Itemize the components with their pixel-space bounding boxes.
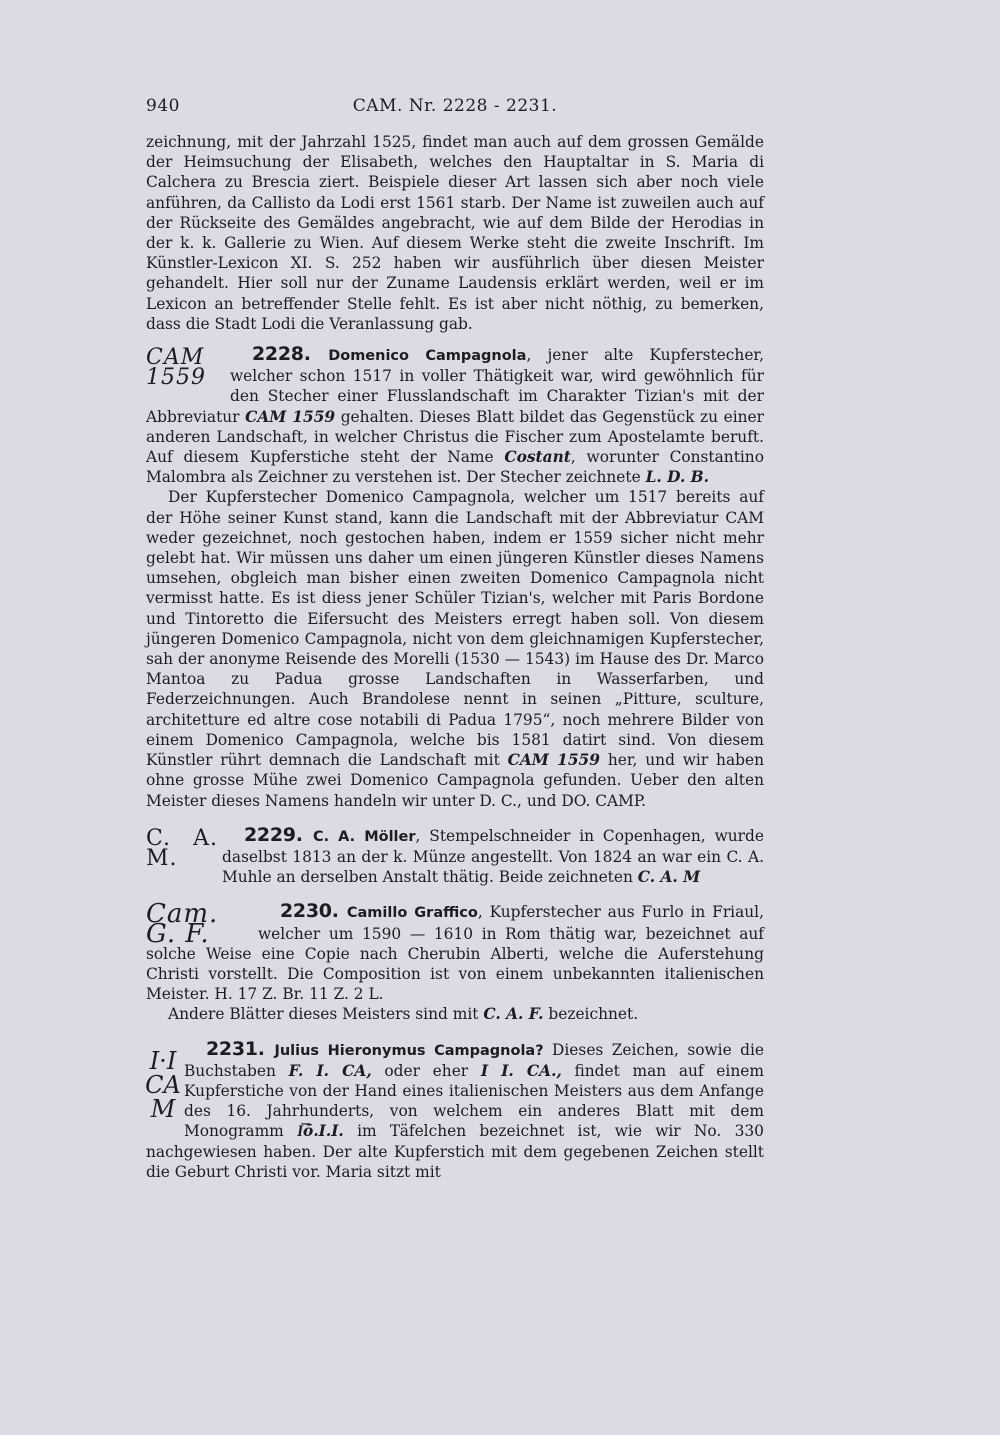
entry-text: oder eher: [384, 1061, 469, 1080]
artist-name: Julius Hieronymus Campagnola?: [274, 1042, 544, 1059]
entry-number: 2228: [252, 343, 304, 366]
entry-number: 2230: [280, 900, 332, 923]
monogram-line: M: [150, 1094, 176, 1123]
entry-number: 2231: [206, 1037, 258, 1060]
entry-paragraph: 2231. Julius Hieronymus Campagnola? Dieses Zeichen, sowie die Buchstaben F. I. CA, oder eher I I. CA., findet man auf einem Kupferstiche von der Hand eines italienischen Meisters aus dem Anfange des 16. Jahrhunderts, von welchem ein anderes Blatt mit dem Monogramm I͞ō.I.I. im Täfelchen bezeichnet ist, wie wir No. 330 nachgewiesen haben. Der alte Kupferstich mit dem gegebenen Zeichen stellt die Geburt Christi vor. Maria sitzt mit: [146, 1037, 764, 1181]
monogram-inline: C. A. F.: [483, 1005, 544, 1024]
entry-number: 2229: [244, 823, 296, 846]
entry-text: her, und wir haben ohne grosse Mühe zwei Domenico Campagnola gefunden. Ueber den alten Meister dieses Namens handeln wir unter D. C., und DO. CAMP.: [146, 751, 764, 810]
artist-name: C. A. Möller: [312, 828, 416, 845]
entry-2229: [146, 825, 764, 888]
entry-paragraph: [146, 487, 764, 810]
monogram-mark: C. A. M.: [146, 825, 218, 871]
monogram-mark: CAM 1559: [146, 344, 206, 391]
artist-name: Domenico Campagnola: [328, 348, 527, 365]
monogram-mark: Cam. G. F.: [146, 899, 219, 950]
entry-text: , Stempelschneider in Copenhagen, wurde daselbst 1813 an der k. Münze angestellt. Von 1824 an war ein C. A. Muhle an derselben Anstalt thätig. Beide zeichneten: [222, 826, 765, 887]
intro-paragraph: zeichnung, mit der Jahrzahl 1525, findet man auch auf dem grossen Gemälde der Heimsuchung der Elisabeth, welches den Hauptaltar in S. Maria di Calchera zu Brescia ziert. Beispiele dieser Art lassen sich aber noch viele anführen, da Callisto da Lodi erst 1561 starb. Der Name ist zuweilen auch auf der Rückseite des Gemäldes angebracht, wie auf dem Bilde der Herodias in der k. k. Gallerie zu Wien. Auf diesem Werke steht die zweite Inschrift. Im Künstler-Lexicon XI. S. 252 haben wir ausführlich über diesen Meister gehandelt. Hier soll nur der Zuname Laudensis erklärt werden, weil er im Lexicon an betreffender Stelle fehlt. Es ist aber nicht nöthig, zu bemerken, dass die Stadt Lodi die Veranlassung gab.: [146, 133, 764, 333]
entry-text: , worunter Constantino Malombra als Zeichner zu verstehen ist. Der Stecher zeichnete: [146, 448, 764, 487]
entry-2231: [146, 1039, 764, 1182]
monogram-line: CA: [145, 1070, 181, 1099]
entry-text: im Täfelchen bezeichnet ist, wie wir No. 330 nachgewiesen haben. Der alte Kupferstich mit dem gegebenen Zeichen stellt die Geburt Christi vor. Maria sitzt mit: [146, 1122, 764, 1181]
entry-paragraph: 2229. C. A. Möller, Stempelschneider in Copenhagen, wurde daselbst 1813 an der k. Münze angestellt. Von 1824 an war ein C. A. Muhle an derselben Anstalt thätig. Beide zeichneten C. A. M: [222, 823, 765, 887]
entry-text: Dieses Zeichen, sowie die Buchstaben: [184, 1040, 764, 1080]
entry-text: findet man auf einem Kupferstiche von der Hand eines italienischen Meisters aus dem Anfange des 16. Jahrhunderts, von welchem ein anderes Blatt mit dem Monogramm: [184, 1061, 764, 1141]
entry-text: gehalten. Dieses Blatt bildet das Gegenstück zu einer anderen Landschaft, in welcher Christus die Fischer zum Apostelamte beruft. Auf diesem Kupferstiche steht der Name: [146, 407, 764, 467]
entry-text: , Kupferstecher aus Furlo in Friaul, welcher um 1590 — 1610 in Rom thätig war, bezeichnet auf solche Weise eine Copie nach Cherubin Alberti, welche die Auferstehung Christi vorstellt. Die Composition ist von einem unbekannten italienischen Meister. H. 17 Z. Br. 11 Z. 2 L.: [146, 903, 764, 1004]
entry-text: bezeichnet.: [548, 1005, 639, 1024]
monogram-inline: CAM 1559: [507, 751, 600, 770]
running-title: CAM. Nr. 2228 - 2231.: [352, 96, 558, 116]
entry-text: Andere Blätter dieses Meisters sind mit: [168, 1005, 479, 1024]
entry-paragraph: 2228. Domenico Campagnola, jener alte Kupferstecher, welcher schon 1517 in voller Thätigkeit war, wird gewöhnlich für den Stecher einer Flusslandschaft im Charakter Tizian's mit der Abbreviatur CAM 1559 gehalten. Dieses Blatt bildet das Gegenstück zu einer anderen Landschaft, in welcher Christus die Fischer zum Apostelamte beruft. Auf diesem Kupferstiche steht der Name Costant, worunter Constantino Malombra als Zeichner zu verstehen ist. Der Stecher zeichnete L. D. B.: [146, 343, 764, 487]
monogram-inline: Costant: [504, 448, 571, 467]
monogram-inline: I I. CA.,: [480, 1061, 562, 1080]
monogram-mark: [146, 1043, 180, 1127]
monogram-inline: L. D. B.: [645, 468, 710, 487]
artist-name: Camillo Graffico: [346, 905, 478, 922]
entry-paragraph: [146, 1004, 764, 1024]
monogram-inline: F. I. CA,: [288, 1061, 372, 1080]
entry-text: , jener alte Kupferstecher, welcher schon 1517 in voller Thätigkeit war, wird gewöhnlich für den Stecher einer Flusslandschaft im Charakter Tizian's mit der Abbreviatur: [146, 346, 764, 426]
monogram-line: I·I: [149, 1046, 177, 1075]
entry-2228: [146, 344, 764, 811]
body-text: [146, 132, 764, 1182]
entry-paragraph: 2230. Camillo Graffico, Kupferstecher aus Furlo in Friaul, welcher um 1590 — 1610 in Rom thätig war, bezeichnet auf solche Weise eine Copie nach Cherubin Alberti, welche die Auferstehung Christi vorstellt. Die Composition ist von einem unbekannten italienischen Meister. H. 17 Z. Br. 11 Z. 2 L.: [146, 900, 764, 1004]
monogram-inline: CAM 1559: [245, 407, 336, 426]
monogram-inline: I͞ō.I.I.: [297, 1122, 344, 1141]
monogram-inline: C. A. M: [637, 868, 701, 887]
entry-text: Der Kupferstecher Domenico Campagnola, welcher um 1517 bereits auf der Höhe seiner Kunst stand, kann die Landschaft mit der Abbreviatur CAM weder gezeichnet, noch gestochen haben, indem er 1559 sicher nicht mehr gelebt hat. Wir müssen uns daher um einen jüngeren Künstler dieses Namens umsehen, obgleich man bisher einen zweiten Domenico Campagnola nicht vermisst hatte. Es ist diess jener Schüler Tizian's, welcher mit Paris Bordone und Tintoretto die Eifersucht des Meisters erregt haben soll. Von diesem jüngeren Domenico Campagnola, nicht von dem gleichnamigen Kupferstecher, sah der anonyme Reisende des Morelli (1530 — 1543) im Hause des Dr. Marco Mantoa zu Padua grosse Landschaften in Wasserfarben, und Federzeichnungen. Auch Brandolese nennt in seinen „Pitture, sculture, architetture ed altre cose notabili di Padua 1795“, noch mehrere Bilder von einem Domenico Campagnola, welche bis 1581 datirt sind. Von diesem Künstler rührt demnach die Landschaft mit: [146, 488, 764, 770]
page-number: 940: [146, 96, 180, 116]
entry-2230: [146, 901, 764, 1024]
